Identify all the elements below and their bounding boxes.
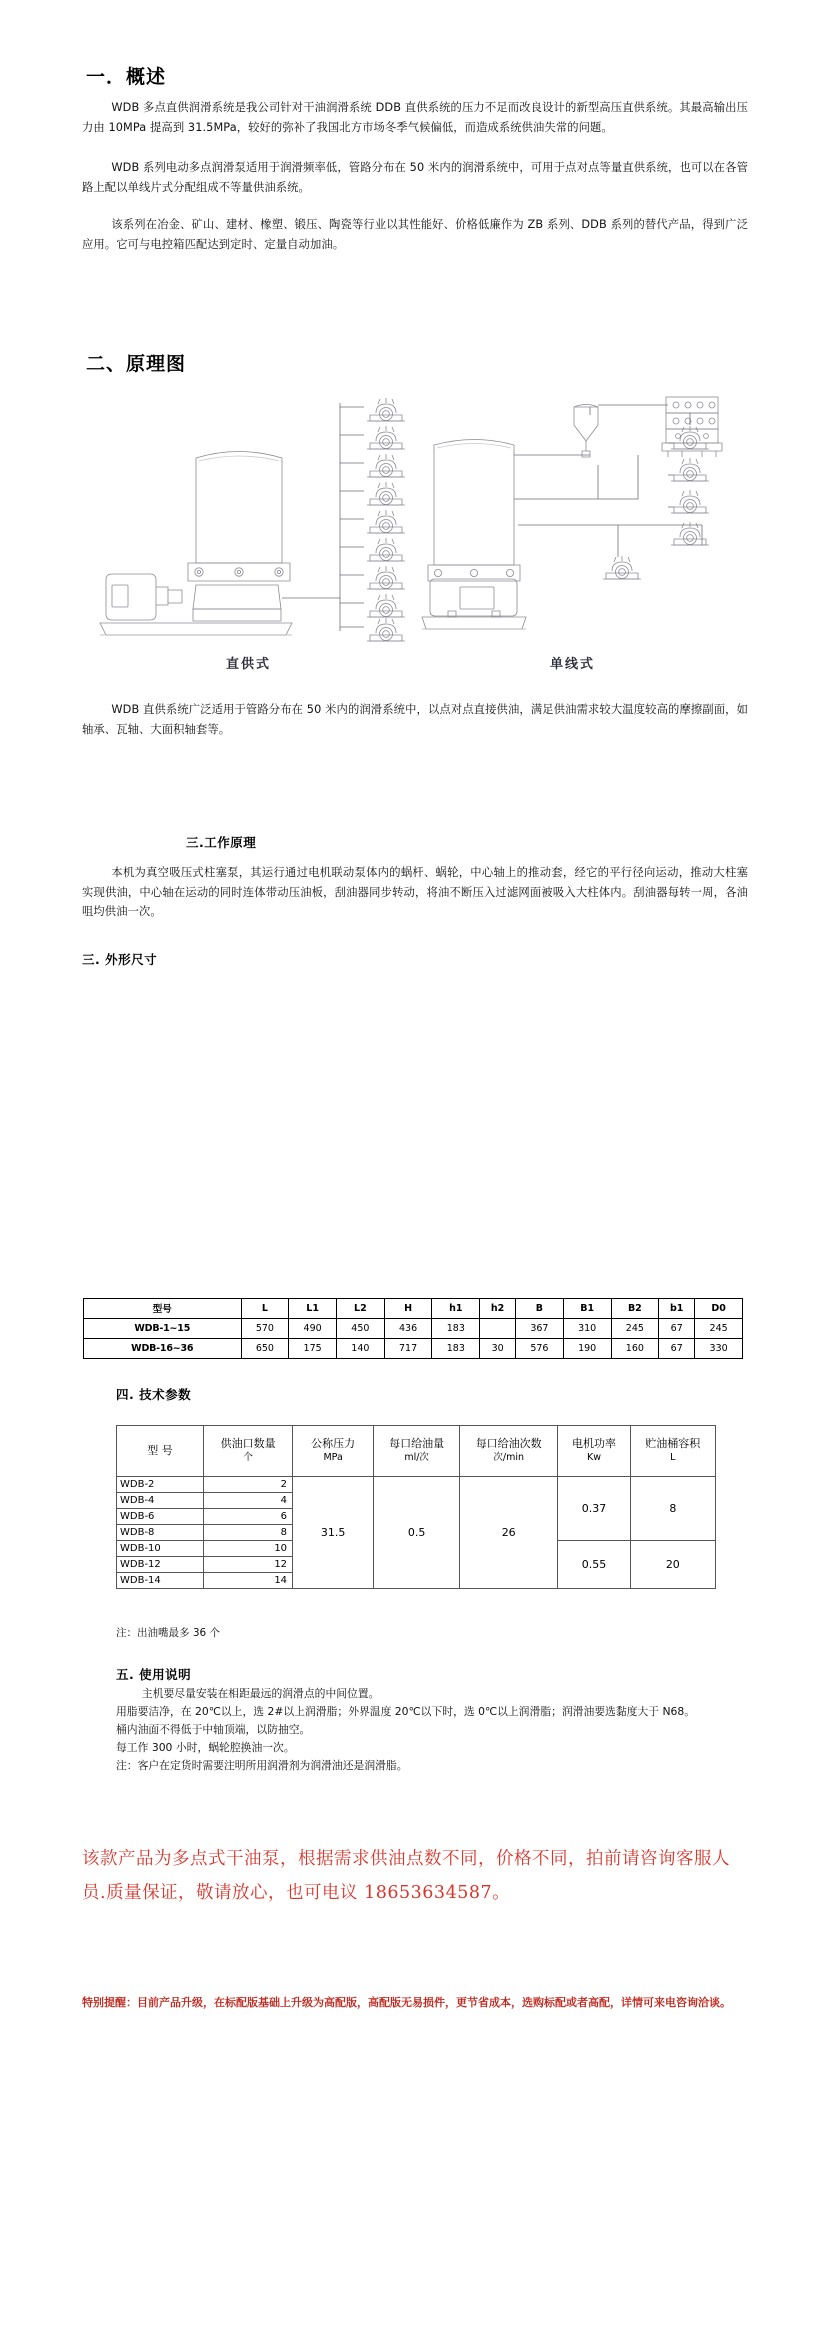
- tech-params-note: 注：出油嘴最多 36 个: [116, 1627, 221, 1639]
- tech-params-table: [116, 1425, 716, 1589]
- table-header-row: [84, 1299, 743, 1319]
- tech-ports-3: 8: [204, 1525, 293, 1541]
- promotion-special-note: 特别提醒：目前产品升级，在标配版基础上升级为高配版，高配版无易损件，更节省成本，选购标配或者高配，详情可来电咨询洽谈。: [82, 1996, 731, 2009]
- overview-paragraph-2: WDB 系列电动多点润滑泵适用于润滑频率低，管路分布在 50 米内的润滑系统中，可用于点对点等量直供系统，也可以在各管路上配以单线片式分配组成不等量供油系统。: [82, 161, 748, 194]
- tech-tank-small: 8: [630, 1477, 715, 1541]
- tech-ports-4: 10: [204, 1541, 293, 1557]
- tech-col-ports-label: 供油口数量: [220, 1437, 276, 1450]
- schematic-diagram: [78, 395, 750, 685]
- tech-col-power-unit: Kw: [586, 1452, 601, 1463]
- tech-col-pressure: [293, 1426, 374, 1477]
- dim-col-h2: h2: [480, 1299, 516, 1319]
- tech-col-times-label: 每口给油次数: [475, 1437, 542, 1450]
- dim-row0-c8: 245: [611, 1319, 659, 1339]
- dimensions-table: [83, 1298, 743, 1359]
- overview-paragraph-1: WDB 多点直供润滑系统是我公司针对干油润滑系统 DDB 直供系统的压力不足而改良设计的新型高压直供系统。其最高输出压力由 10MPa 提高到 31.5MPa，较好的弥补了我国北方市场冬季气候偏低，而造成系统供油失常的问题。: [82, 101, 748, 134]
- dim-col-h1: h1: [432, 1299, 480, 1319]
- section-heading-usage: 五. 使用说明: [116, 1667, 192, 1682]
- dim-row1-c5: 30: [480, 1339, 516, 1359]
- section-heading-tech-params: 四. 技术参数: [116, 1387, 192, 1402]
- tech-tank-large: 20: [630, 1541, 715, 1589]
- usage-line-0: 主机要尽量安装在相距最远的润滑点的中间位置。: [141, 1687, 380, 1700]
- tech-col-tank-label: 贮油桶容积: [645, 1437, 701, 1450]
- dim-row0-model: WDB-1~15: [84, 1319, 242, 1339]
- table-row: [84, 1339, 743, 1359]
- tech-ports-5: 12: [204, 1557, 293, 1573]
- promotion-text: 该款产品为多点式干油泵，根据需求供油点数不同，价格不同，拍前请咨询客服人员.质量保证，敬请放心，也可电议 18653634587。: [82, 1849, 730, 1903]
- tech-ports-1: 4: [204, 1493, 293, 1509]
- tech-ports-6: 14: [204, 1573, 293, 1589]
- tech-power-large: 0.55: [558, 1541, 630, 1589]
- dim-row1-c1: 175: [289, 1339, 337, 1359]
- tech-col-pressure-unit: MPa: [323, 1452, 343, 1463]
- dim-col-l2: L2: [336, 1299, 384, 1319]
- section-heading-principle: 三.工作原理: [186, 835, 257, 850]
- dim-row0-c3: 436: [384, 1319, 432, 1339]
- tech-col-power-label: 电机功率: [571, 1437, 616, 1450]
- tech-col-model-label: 型 号: [147, 1444, 173, 1457]
- dim-col-b1: B1: [563, 1299, 611, 1319]
- dim-row0-c9: 67: [659, 1319, 695, 1339]
- dim-row0-c7: 310: [563, 1319, 611, 1339]
- dim-row0-c6: 367: [516, 1319, 564, 1339]
- tech-model-3: WDB-8: [117, 1525, 204, 1541]
- tech-col-tank-unit: L: [670, 1452, 676, 1463]
- tech-col-ports: [204, 1426, 293, 1477]
- tech-col-model: [117, 1426, 204, 1477]
- dim-row0-c5: [480, 1319, 516, 1339]
- tech-col-tank: [630, 1426, 715, 1477]
- dim-row1-c8: 160: [611, 1339, 659, 1359]
- dim-row1-c9: 67: [659, 1339, 695, 1359]
- schematic-following-paragraph: WDB 直供系统广泛适用于管路分布在 50 米内的润滑系统中，以点对点直接供油，满足供油需求较大温度较高的摩擦副面，如轴承、瓦轴、大面积轴套等。: [82, 703, 748, 736]
- usage-instructions: [116, 1685, 752, 1775]
- schematic-svg: [78, 395, 750, 645]
- tech-model-5: WDB-12: [117, 1557, 204, 1573]
- tech-col-oil-label: 每口给油量: [389, 1437, 445, 1450]
- tech-model-0: WDB-2: [117, 1477, 204, 1493]
- tech-col-oil: [374, 1426, 460, 1477]
- tech-ports-0: 2: [204, 1477, 293, 1493]
- dim-col-model: 型号: [84, 1299, 242, 1319]
- dim-row0-c10: 245: [695, 1319, 743, 1339]
- table-header-row: [117, 1426, 716, 1477]
- tech-model-6: WDB-14: [117, 1573, 204, 1589]
- tech-times-value: 26: [460, 1477, 558, 1589]
- dim-row1-c4: 183: [432, 1339, 480, 1359]
- dim-col-l1: L1: [289, 1299, 337, 1319]
- tech-col-oil-unit: ml/次: [404, 1452, 429, 1463]
- dimensions-table-wrap: [83, 1298, 743, 1359]
- dim-row1-c10: 330: [695, 1339, 743, 1359]
- tech-col-ports-unit: 个: [243, 1452, 253, 1463]
- tech-col-power: [558, 1426, 630, 1477]
- tech-col-times-unit: 次/min: [493, 1452, 524, 1463]
- tech-model-4: WDB-10: [117, 1541, 204, 1557]
- tech-col-pressure-label: 公称压力: [311, 1437, 356, 1450]
- tech-power-small: 0.37: [558, 1477, 630, 1541]
- tech-ports-2: 6: [204, 1509, 293, 1525]
- principle-paragraph: 本机为真空吸压式柱塞泵，其运行通过电机联动泵体内的蜗杆、蜗轮，中心轴上的推动套，经它的平行径向运动，推动大柱塞实现供油，中心轴在运动的同时连体带动压油板，刮油器同步转动，将油不断压入过滤网面被吸入大柱体内。刮油器每转一周，各油咀均供油一次。: [82, 866, 748, 918]
- dim-row1-c2: 140: [336, 1339, 384, 1359]
- table-row: [117, 1477, 716, 1493]
- dim-row0-c0: 570: [241, 1319, 289, 1339]
- dim-row1-c3: 717: [384, 1339, 432, 1359]
- tech-model-1: WDB-4: [117, 1493, 204, 1509]
- tech-params-table-wrap: [116, 1425, 716, 1589]
- tech-oil-value: 0.5: [374, 1477, 460, 1589]
- section-heading-dimensions: 三. 外形尺寸: [82, 952, 158, 967]
- tech-pressure-value: 31.5: [293, 1477, 374, 1589]
- diagram-caption-direct: 直供式: [226, 657, 272, 672]
- section-heading-schematic: 二、原理图: [86, 353, 187, 375]
- usage-line-2: 桶内油面不得低于中轴顶端，以防抽空。: [116, 1723, 311, 1736]
- usage-line-3: 每工作 300 小时，蜗轮腔换油一次。: [116, 1741, 295, 1754]
- section-heading-overview: 一．概述: [86, 66, 167, 88]
- overview-paragraph-3: 该系列在冶金、矿山、建材、橡塑、锻压、陶瓷等行业以其性能好、价格低廉作为 ZB 系列、DDB 系列的替代产品，得到广泛应用。它可与电控箱匹配达到定时、定量自动加油。: [82, 218, 748, 251]
- tech-col-times: [460, 1426, 558, 1477]
- dim-col-b: B: [516, 1299, 564, 1319]
- tech-model-2: WDB-6: [117, 1509, 204, 1525]
- dim-row0-c2: 450: [336, 1319, 384, 1339]
- usage-line-4: 注：客户在定货时需要注明所用润滑剂为润滑油还是润滑脂。: [116, 1759, 408, 1772]
- dim-col-l: L: [241, 1299, 289, 1319]
- table-row: [84, 1319, 743, 1339]
- dim-row1-c6: 576: [516, 1339, 564, 1359]
- diagram-caption-singleline: 单线式: [550, 657, 596, 672]
- dim-row1-model: WDB-16~36: [84, 1339, 242, 1359]
- dim-col-lb1: b1: [659, 1299, 695, 1319]
- dim-col-b2: B2: [611, 1299, 659, 1319]
- dim-row0-c1: 490: [289, 1319, 337, 1339]
- dim-row1-c0: 650: [241, 1339, 289, 1359]
- dim-row0-c4: 183: [432, 1319, 480, 1339]
- usage-line-1: 用脂要洁净，在 20℃以上，选 2#以上润滑脂；外界温度 20℃以下时，选 0℃以上润滑脂；润滑油要选黏度大于 N68。: [116, 1705, 696, 1718]
- dim-row1-c7: 190: [563, 1339, 611, 1359]
- dim-col-d0: D0: [695, 1299, 743, 1319]
- dim-col-h: H: [384, 1299, 432, 1319]
